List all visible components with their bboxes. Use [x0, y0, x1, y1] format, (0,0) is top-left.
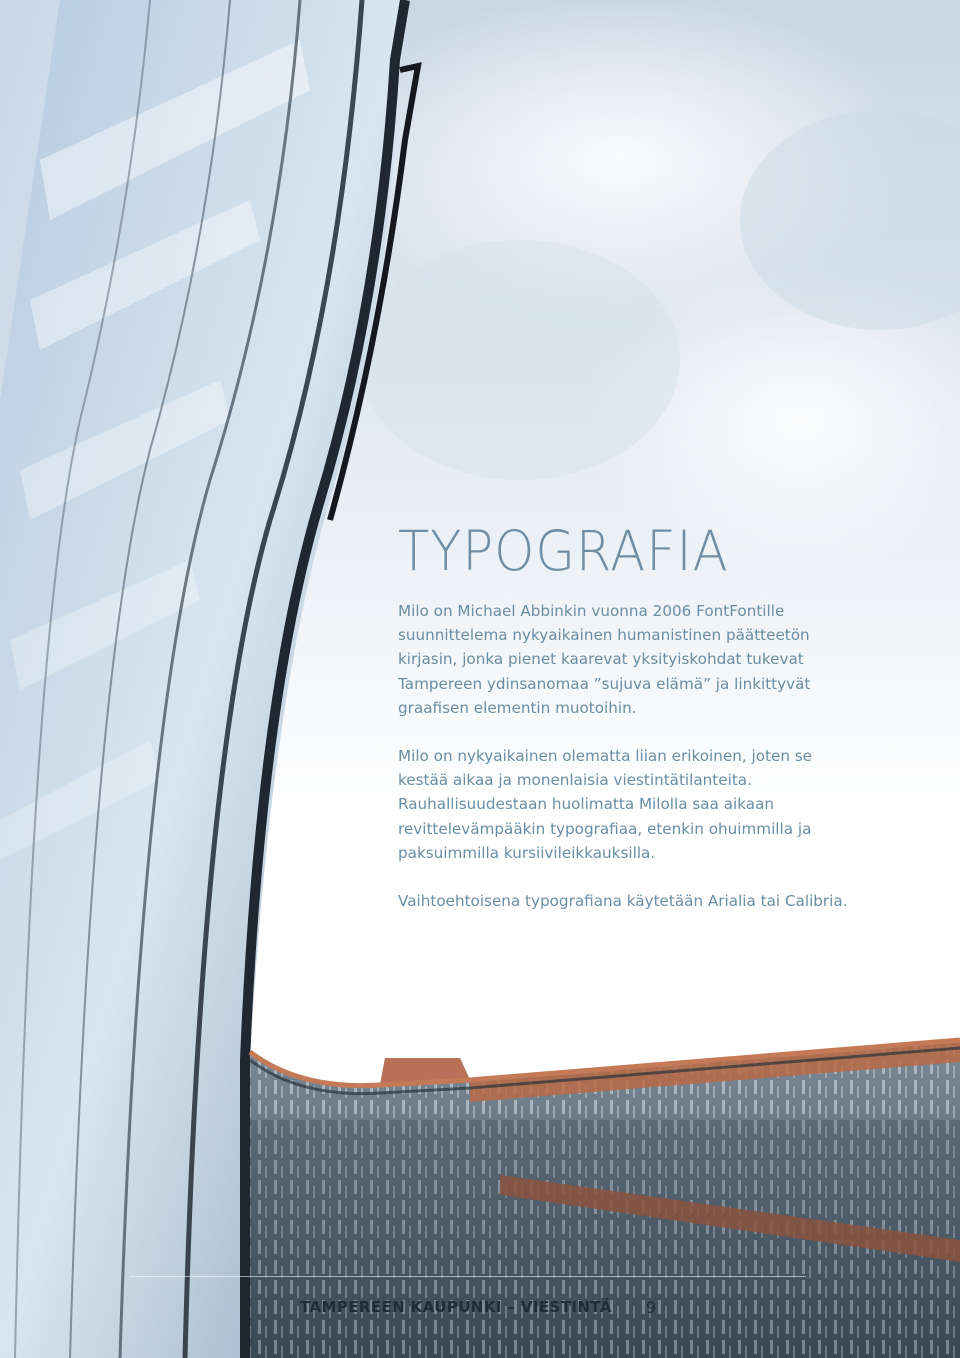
page-title: TYPOGRAFIA	[398, 519, 729, 583]
paragraph-font-character: Milo on nykyaikainen olematta liian erikoinen, joten se kestää aikaa ja monenlaisia viestintätilanteita. Rauhallisuudestaan huolimatta Milolla saa aikaan revittelevämpääkin typografiaa, etenkin ohuimmilla ja paksuimmilla kursiivileikkauksilla.	[398, 747, 813, 862]
paragraph-alternative-fonts: Vaihtoehtoisena typografiana käytetään Arialia tai Calibria.	[398, 892, 848, 911]
page-number: 9	[646, 1298, 657, 1317]
text-column	[398, 518, 848, 913]
paragraph-font-intro: Milo on Michael Abbinkin vuonna 2006 FontFontille suunnittelema nykyaikainen humanistinen päätteetön kirjasin, jonka pienet kaarevat yksityiskohdat tukevat Tampereen ydinsanomaa ”sujuva elämä” ja linkittyvät graafisen elementin muotoihin.	[398, 602, 811, 717]
footer-divider	[130, 1276, 806, 1277]
footer-publication: TAMPEREEN KAUPUNKI – VIESTINTÄ	[300, 1298, 612, 1316]
